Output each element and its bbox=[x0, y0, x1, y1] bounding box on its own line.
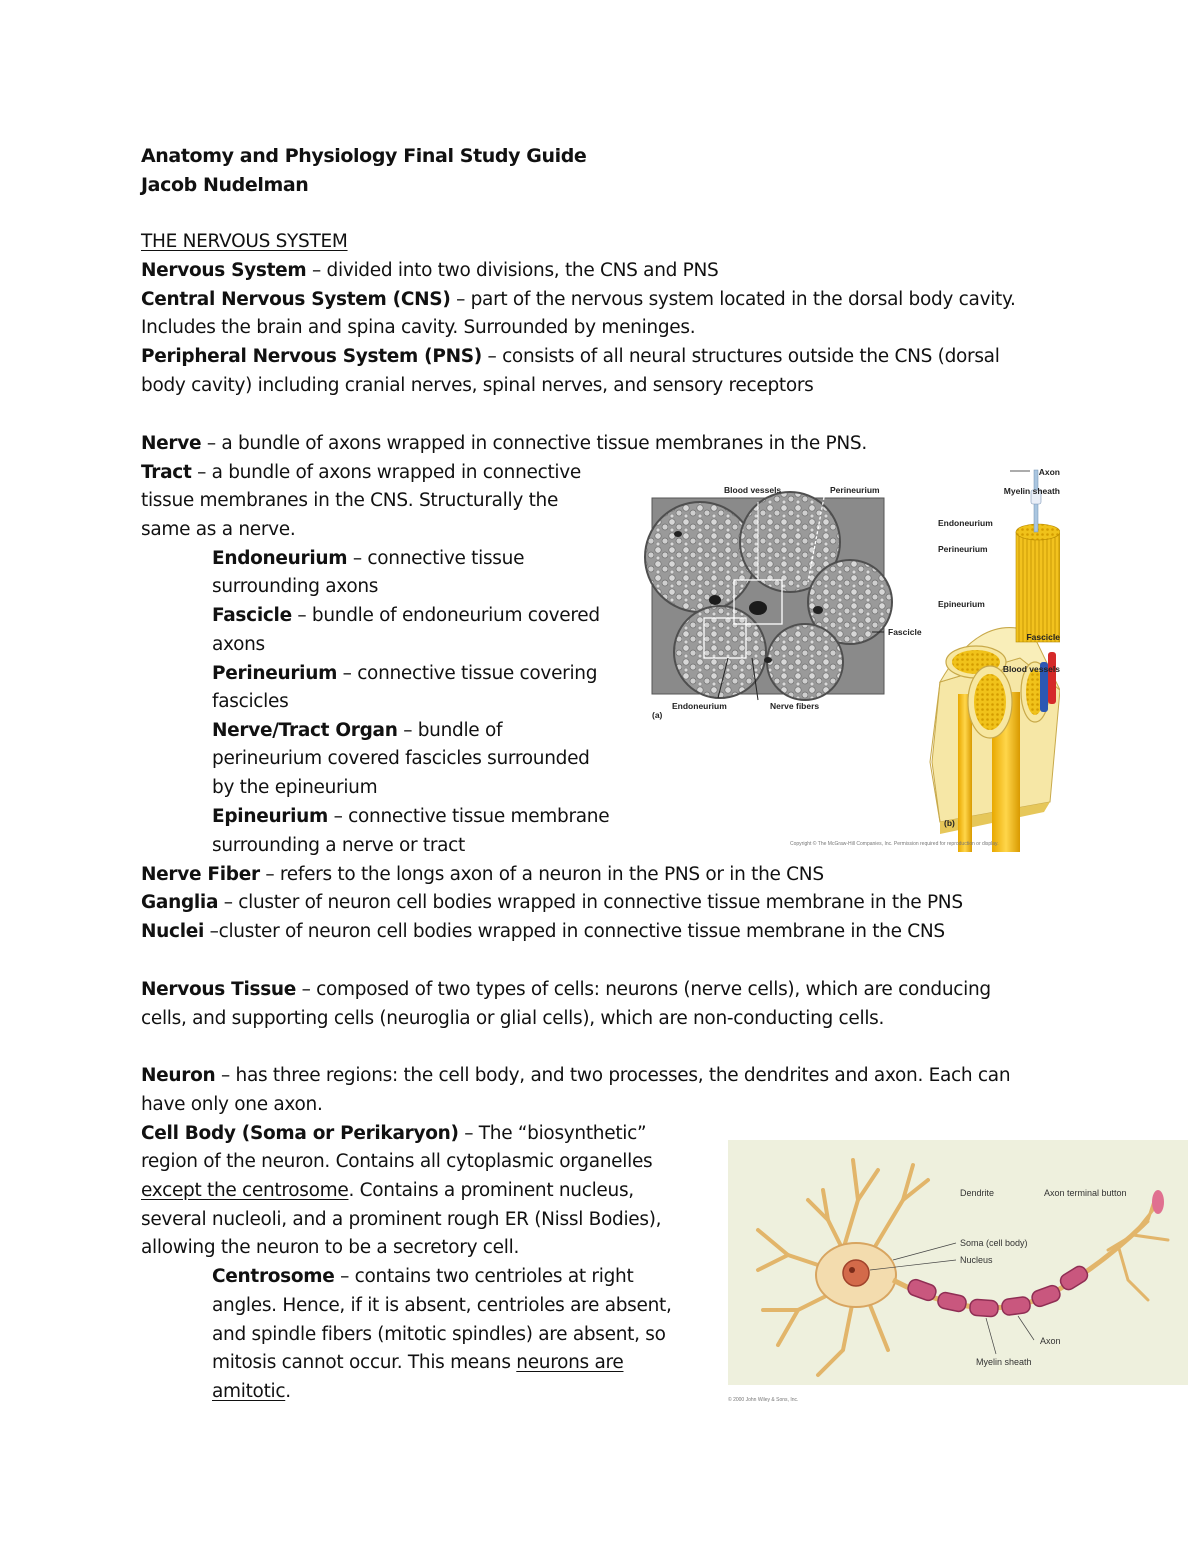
label-fascicle: Fascicle bbox=[888, 627, 922, 637]
label-perineurium: Perineurium bbox=[830, 485, 880, 495]
term: Epineurium bbox=[212, 806, 329, 827]
entry-cell-body-cont: region of the neuron. Contains all cytoplasmic organelles bbox=[141, 1151, 653, 1172]
term: Tract bbox=[141, 462, 192, 483]
term: Ganglia bbox=[141, 892, 219, 913]
entry-pns bbox=[141, 343, 1000, 371]
label-nerve-fibers: Nerve fibers bbox=[770, 701, 820, 711]
term: Endoneurium bbox=[212, 548, 348, 569]
label-blood-vessels-b: Blood vessels bbox=[1002, 664, 1060, 674]
label-fascicle-b: Fascicle bbox=[1026, 632, 1060, 642]
neuron-figure bbox=[728, 1140, 1188, 1410]
entry-centrosome bbox=[212, 1263, 633, 1291]
entry-cns-cont: Includes the brain and spina cavity. Surrounded by meninges. bbox=[141, 317, 696, 338]
definition: – a bundle of axons wrapped in connective bbox=[191, 462, 582, 483]
entry-endoneurium bbox=[212, 545, 524, 573]
entry-nuclei bbox=[141, 918, 945, 946]
definition: – composed of two types of cells: neurons (nerve cells), which are conducing bbox=[296, 979, 991, 1000]
definition: – has three regions: the cell body, and two processes, the dendrites and axon. Each can bbox=[215, 1065, 1011, 1086]
label-epineurium-b: Epineurium bbox=[938, 599, 985, 609]
document-title: Anatomy and Physiology Final Study Guide bbox=[141, 145, 587, 167]
document-author: Jacob Nudelman bbox=[141, 174, 309, 196]
entry-cell-body-cont: several nucleoli, and a prominent rough ER (Nissl Bodies), bbox=[141, 1209, 662, 1230]
definition: – consists of all neural structures outside the CNS (dorsal bbox=[481, 346, 1000, 367]
definition: – bundle of bbox=[397, 720, 503, 741]
terminal-button bbox=[1152, 1190, 1164, 1214]
nerve-structure-figure bbox=[640, 462, 1060, 852]
label-myelin-sheath: Myelin sheath bbox=[1003, 486, 1060, 496]
definition: – The “biosynthetic” bbox=[458, 1123, 647, 1144]
definition: – cluster of neuron cell bodies wrapped in connective tissue membrane in the PNS bbox=[218, 892, 963, 913]
entry-perineurium bbox=[212, 660, 597, 688]
entry-epineurium-cont: surrounding a nerve or tract bbox=[212, 835, 466, 856]
underlined-phrase: amitotic bbox=[212, 1381, 286, 1402]
definition: – connective tissue covering bbox=[337, 663, 598, 684]
term: Neuron bbox=[141, 1065, 216, 1086]
label-axon: Axon bbox=[1038, 467, 1060, 477]
neuron-figure-background bbox=[728, 1140, 1188, 1385]
entry-centrosome-cont: amitotic. bbox=[212, 1381, 291, 1402]
entry-tract-cont: same as a nerve. bbox=[141, 519, 296, 540]
entry-centrosome-cont: angles. Hence, if it is absent, centrioles are absent, bbox=[212, 1295, 672, 1316]
label-perineurium-b: Perineurium bbox=[938, 544, 988, 554]
entry-cns bbox=[141, 286, 1016, 314]
entry-fascicle bbox=[212, 602, 600, 630]
nucleus bbox=[843, 1260, 869, 1286]
definition: – contains two centrioles at right bbox=[334, 1266, 634, 1287]
term: Peripheral Nervous System (PNS) bbox=[141, 346, 482, 367]
section-heading: THE NERVOUS SYSTEM bbox=[141, 231, 348, 252]
definition: –cluster of neuron cell bodies wrapped in connective tissue membrane in the CNS bbox=[204, 921, 945, 942]
label-endoneurium: Endoneurium bbox=[672, 701, 727, 711]
micrograph-panel bbox=[645, 492, 892, 700]
entry-nerve-fiber bbox=[141, 861, 824, 889]
term: Perineurium bbox=[212, 663, 338, 684]
label-nucleus: Nucleus bbox=[960, 1255, 993, 1265]
term: Nerve/Tract Organ bbox=[212, 720, 398, 741]
label-axon: Axon bbox=[1040, 1336, 1061, 1346]
term: Nuclei bbox=[141, 921, 205, 942]
definition: – bundle of endoneurium covered bbox=[291, 605, 600, 626]
term: Cell Body (Soma or Perikaryon) bbox=[141, 1123, 459, 1144]
entry-centrosome-cont: mitosis cannot occur. This means neurons are bbox=[212, 1352, 624, 1373]
label-endoneurium-b: Endoneurium bbox=[938, 518, 993, 528]
label-axon-terminal: Axon terminal button bbox=[1044, 1188, 1127, 1198]
label-blood-vessels: Blood vessels bbox=[724, 485, 782, 495]
definition: – connective tissue membrane bbox=[328, 806, 610, 827]
panel-a-label: (a) bbox=[652, 710, 663, 720]
label-soma: Soma (cell body) bbox=[960, 1238, 1028, 1248]
figure-caption: © 2000 John Wiley & Sons, Inc. bbox=[728, 1397, 799, 1403]
entry-nervous-tissue-cont: cells, and supporting cells (neuroglia or glial cells), which are non-conducting cells. bbox=[141, 1008, 885, 1029]
entry-nervous-system bbox=[141, 257, 719, 285]
entry-nerve-tract-organ-cont: perineurium covered fascicles surrounded bbox=[212, 748, 590, 769]
entry-nerve-tract-organ-cont: by the epineurium bbox=[212, 777, 378, 798]
entry-nerve-tract-organ bbox=[212, 717, 502, 745]
entry-ganglia bbox=[141, 889, 963, 917]
panel-b-label: (b) bbox=[944, 818, 955, 828]
figure-caption: Copyright © The McGraw-Hill Companies, Inc. Permission required for reproduction or display. bbox=[790, 841, 999, 847]
definition: – refers to the longs axon of a neuron in the PNS or in the CNS bbox=[259, 864, 824, 885]
entry-epineurium bbox=[212, 803, 609, 831]
entry-centrosome-cont: and spindle fibers (mitotic spindles) are absent, so bbox=[212, 1324, 666, 1345]
entry-fascicle-cont: axons bbox=[212, 634, 265, 655]
entry-tract bbox=[141, 459, 581, 487]
definition: – part of the nervous system located in the dorsal body cavity. bbox=[450, 289, 1016, 310]
label-myelin-sheath: Myelin sheath bbox=[976, 1357, 1032, 1367]
term: Nervous Tissue bbox=[141, 979, 297, 1000]
term: Nerve bbox=[141, 433, 202, 454]
label-dendrite: Dendrite bbox=[960, 1188, 995, 1198]
definition: – a bundle of axons wrapped in connective tissue membranes in the PNS. bbox=[201, 433, 867, 454]
entry-perineurium-cont: fascicles bbox=[212, 691, 289, 712]
underlined-phrase: except the centrosome bbox=[141, 1180, 349, 1201]
entry-nerve bbox=[141, 430, 867, 458]
entry-endoneurium-cont: surrounding axons bbox=[212, 576, 379, 597]
entry-neuron-cont: have only one axon. bbox=[141, 1094, 323, 1115]
definition: – connective tissue bbox=[347, 548, 525, 569]
term: Fascicle bbox=[212, 605, 292, 626]
term: Central Nervous System (CNS) bbox=[141, 289, 451, 310]
term: Centrosome bbox=[212, 1266, 335, 1287]
underlined-phrase: neurons are bbox=[516, 1352, 624, 1373]
entry-tract-cont: tissue membranes in the CNS. Structurally the bbox=[141, 490, 559, 511]
entry-cell-body-cont: except the centrosome. Contains a prominent nucleus, bbox=[141, 1180, 634, 1201]
definition: – divided into two divisions, the CNS and PNS bbox=[306, 260, 719, 281]
entry-cell-body bbox=[141, 1120, 646, 1148]
term: Nervous System bbox=[141, 260, 307, 281]
entry-pns-cont: body cavity) including cranial nerves, spinal nerves, and sensory receptors bbox=[141, 375, 814, 396]
term: Nerve Fiber bbox=[141, 864, 260, 885]
entry-nervous-tissue bbox=[141, 976, 991, 1004]
entry-cell-body-cont: allowing the neuron to be a secretory cell. bbox=[141, 1237, 520, 1258]
entry-neuron bbox=[141, 1062, 1010, 1090]
